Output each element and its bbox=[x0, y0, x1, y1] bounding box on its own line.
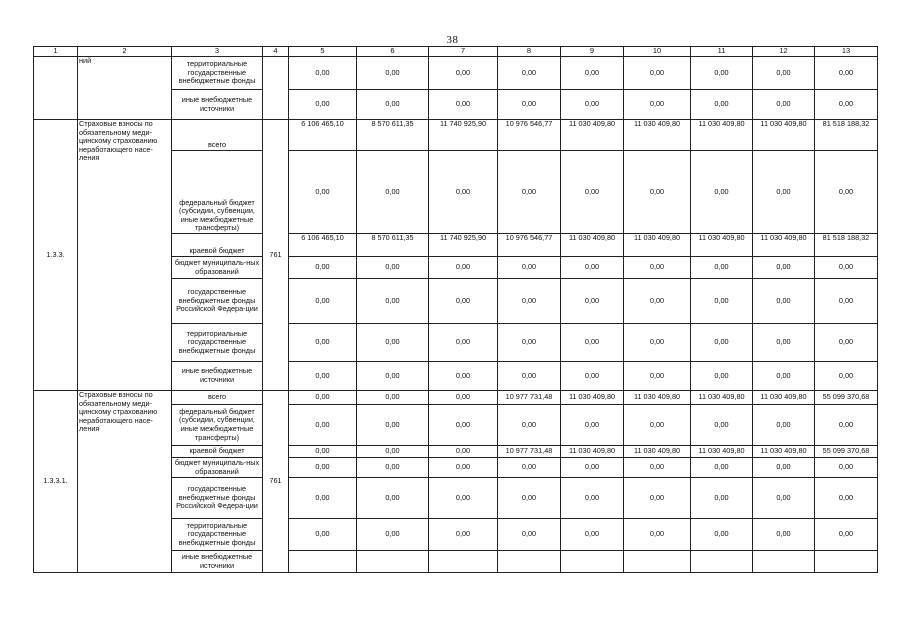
value-cell: 0,00 bbox=[498, 324, 561, 362]
value-cell bbox=[753, 551, 815, 573]
value-cell: 11 030 409,80 bbox=[624, 120, 691, 151]
value-cell: 10 976 546,77 bbox=[498, 120, 561, 151]
value-cell: 0,00 bbox=[624, 57, 691, 90]
value-cell: 0,00 bbox=[498, 279, 561, 324]
value-cell: 11 030 409,80 bbox=[691, 234, 753, 257]
value-cell: 11 030 409,80 bbox=[691, 120, 753, 151]
value-cell: 0,00 bbox=[289, 90, 357, 120]
value-cell: 0,00 bbox=[753, 362, 815, 391]
col-header-7: 7 bbox=[429, 47, 498, 57]
value-cell: 11 030 409,80 bbox=[753, 120, 815, 151]
value-cell: 0,00 bbox=[815, 458, 878, 478]
value-cell: 0,00 bbox=[815, 324, 878, 362]
value-cell: 0,00 bbox=[429, 478, 498, 519]
value-cell: 0,00 bbox=[624, 324, 691, 362]
value-cell: 11 740 925,90 bbox=[429, 234, 498, 257]
value-cell: 0,00 bbox=[357, 279, 429, 324]
value-cell: 8 570 611,35 bbox=[357, 234, 429, 257]
col-header-1: 1 bbox=[34, 47, 78, 57]
source-cell: территориальные государственные внебюджетные фонды bbox=[172, 519, 263, 551]
col-header-10: 10 bbox=[624, 47, 691, 57]
value-cell bbox=[624, 551, 691, 573]
value-cell: 0,00 bbox=[429, 405, 498, 446]
value-cell: 11 030 409,80 bbox=[691, 391, 753, 405]
code-cell bbox=[34, 57, 78, 120]
value-cell: 6 106 465,10 bbox=[289, 120, 357, 151]
value-cell: 0,00 bbox=[561, 362, 624, 391]
value-cell: 0,00 bbox=[429, 257, 498, 279]
value-cell: 0,00 bbox=[357, 391, 429, 405]
grbs-cell: 761 bbox=[263, 120, 289, 391]
col-header-6: 6 bbox=[357, 47, 429, 57]
value-cell bbox=[357, 551, 429, 573]
value-cell: 0,00 bbox=[753, 257, 815, 279]
value-cell: 0,00 bbox=[498, 478, 561, 519]
value-cell: 0,00 bbox=[753, 279, 815, 324]
source-cell: иные внебюджетные источники bbox=[172, 551, 263, 573]
value-cell: 0,00 bbox=[357, 405, 429, 446]
value-cell bbox=[498, 551, 561, 573]
value-cell: 0,00 bbox=[357, 151, 429, 234]
value-cell: 0,00 bbox=[429, 391, 498, 405]
value-cell: 0,00 bbox=[289, 57, 357, 90]
value-cell: 0,00 bbox=[624, 478, 691, 519]
budget-table bbox=[33, 46, 878, 573]
value-cell: 0,00 bbox=[429, 324, 498, 362]
col-header-2: 2 bbox=[78, 47, 172, 57]
code-cell: 1.3.3. bbox=[34, 120, 78, 391]
name-cell: ний bbox=[78, 57, 172, 120]
source-cell: краевой бюджет bbox=[172, 446, 263, 458]
value-cell: 0,00 bbox=[624, 279, 691, 324]
value-cell: 0,00 bbox=[561, 279, 624, 324]
col-header-3: 3 bbox=[172, 47, 263, 57]
value-cell: 0,00 bbox=[429, 362, 498, 391]
value-cell: 0,00 bbox=[815, 362, 878, 391]
source-cell: иные внебюджетные источники bbox=[172, 90, 263, 120]
value-cell: 0,00 bbox=[498, 405, 561, 446]
value-cell: 0,00 bbox=[289, 279, 357, 324]
col-header-4: 4 bbox=[263, 47, 289, 57]
value-cell bbox=[691, 551, 753, 573]
value-cell: 0,00 bbox=[357, 257, 429, 279]
value-cell: 0,00 bbox=[624, 151, 691, 234]
value-cell: 11 030 409,80 bbox=[561, 120, 624, 151]
col-header-11: 11 bbox=[691, 47, 753, 57]
value-cell: 0,00 bbox=[561, 458, 624, 478]
value-cell: 0,00 bbox=[289, 519, 357, 551]
value-cell: 0,00 bbox=[624, 405, 691, 446]
value-cell: 11 030 409,80 bbox=[624, 391, 691, 405]
value-cell: 0,00 bbox=[691, 458, 753, 478]
value-cell: 11 740 925,90 bbox=[429, 120, 498, 151]
col-header-5: 5 bbox=[289, 47, 357, 57]
value-cell: 0,00 bbox=[815, 257, 878, 279]
value-cell: 11 030 409,80 bbox=[753, 234, 815, 257]
table-row bbox=[34, 57, 878, 90]
value-cell: 0,00 bbox=[691, 151, 753, 234]
value-cell: 0,00 bbox=[289, 257, 357, 279]
value-cell: 11 030 409,80 bbox=[624, 234, 691, 257]
value-cell: 0,00 bbox=[357, 324, 429, 362]
table-row bbox=[34, 391, 878, 405]
source-cell: бюджет муниципаль-ных образований bbox=[172, 458, 263, 478]
value-cell: 0,00 bbox=[357, 446, 429, 458]
grbs-cell: 761 bbox=[263, 391, 289, 573]
value-cell: 0,00 bbox=[691, 405, 753, 446]
value-cell: 0,00 bbox=[289, 151, 357, 234]
source-cell: бюджет муниципаль-ных образований bbox=[172, 257, 263, 279]
value-cell: 0,00 bbox=[753, 324, 815, 362]
value-cell: 0,00 bbox=[624, 257, 691, 279]
source-cell: иные внебюджетные источники bbox=[172, 362, 263, 391]
value-cell bbox=[815, 551, 878, 573]
value-cell: 0,00 bbox=[815, 57, 878, 90]
value-cell: 0,00 bbox=[357, 478, 429, 519]
value-cell: 0,00 bbox=[691, 519, 753, 551]
value-cell: 0,00 bbox=[624, 458, 691, 478]
code-cell: 1.3.3.1. bbox=[34, 391, 78, 573]
value-cell: 0,00 bbox=[429, 57, 498, 90]
source-cell: государственные внебюджетные фонды Российской Федера-ции bbox=[172, 478, 263, 519]
value-cell: 0,00 bbox=[691, 362, 753, 391]
page-number: 38 bbox=[446, 34, 459, 46]
value-cell: 0,00 bbox=[561, 90, 624, 120]
value-cell: 0,00 bbox=[561, 478, 624, 519]
source-cell: краевой бюджет bbox=[172, 234, 263, 257]
value-cell: 11 030 409,80 bbox=[753, 446, 815, 458]
source-cell: государственные внебюджетные фонды Российской Федера-ции bbox=[172, 279, 263, 324]
col-header-8: 8 bbox=[498, 47, 561, 57]
value-cell: 0,00 bbox=[624, 362, 691, 391]
value-cell: 10 977 731,48 bbox=[498, 446, 561, 458]
value-cell: 0,00 bbox=[357, 362, 429, 391]
col-header-9: 9 bbox=[561, 47, 624, 57]
value-cell: 11 030 409,80 bbox=[561, 446, 624, 458]
source-cell: федеральный бюджет (субсидии, субвенции, иные межбюджетные трансферты) bbox=[172, 405, 263, 446]
col-header-12: 12 bbox=[753, 47, 815, 57]
value-cell: 0,00 bbox=[289, 478, 357, 519]
value-cell: 0,00 bbox=[429, 519, 498, 551]
value-cell: 0,00 bbox=[753, 90, 815, 120]
value-cell: 0,00 bbox=[561, 257, 624, 279]
source-cell: федеральный бюджет (субсидии, субвенции, иные межбюджетные трансферты) bbox=[172, 151, 263, 234]
value-cell: 0,00 bbox=[753, 478, 815, 519]
value-cell: 0,00 bbox=[498, 458, 561, 478]
value-cell: 0,00 bbox=[753, 405, 815, 446]
value-cell: 0,00 bbox=[691, 57, 753, 90]
value-cell: 81 518 188,32 bbox=[815, 120, 878, 151]
value-cell: 11 030 409,80 bbox=[561, 391, 624, 405]
value-cell: 0,00 bbox=[289, 362, 357, 391]
value-cell: 0,00 bbox=[624, 519, 691, 551]
value-cell: 0,00 bbox=[691, 257, 753, 279]
value-cell: 0,00 bbox=[815, 519, 878, 551]
source-cell: территориальные государственные внебюджетные фонды bbox=[172, 324, 263, 362]
value-cell: 0,00 bbox=[357, 458, 429, 478]
value-cell: 0,00 bbox=[561, 57, 624, 90]
source-cell: территориальные государственные внебюджетные фонды bbox=[172, 57, 263, 90]
value-cell: 0,00 bbox=[561, 151, 624, 234]
value-cell: 0,00 bbox=[289, 391, 357, 405]
name-cell: Страховые взносы по обязательному меди-цинскому страхованию неработающего насе-ления bbox=[78, 391, 172, 573]
value-cell: 0,00 bbox=[498, 151, 561, 234]
source-cell: всего bbox=[172, 120, 263, 151]
value-cell: 0,00 bbox=[815, 478, 878, 519]
value-cell: 11 030 409,80 bbox=[561, 234, 624, 257]
value-cell: 0,00 bbox=[289, 446, 357, 458]
source-cell: всего bbox=[172, 391, 263, 405]
value-cell: 0,00 bbox=[691, 324, 753, 362]
value-cell: 0,00 bbox=[561, 324, 624, 362]
value-cell bbox=[561, 551, 624, 573]
value-cell: 0,00 bbox=[624, 90, 691, 120]
value-cell: 0,00 bbox=[815, 151, 878, 234]
value-cell: 0,00 bbox=[498, 362, 561, 391]
value-cell: 81 518 188,32 bbox=[815, 234, 878, 257]
value-cell: 0,00 bbox=[691, 478, 753, 519]
value-cell: 0,00 bbox=[357, 519, 429, 551]
value-cell: 0,00 bbox=[429, 458, 498, 478]
value-cell: 0,00 bbox=[498, 257, 561, 279]
value-cell: 8 570 611,35 bbox=[357, 120, 429, 151]
col-header-13: 13 bbox=[815, 47, 878, 57]
value-cell: 0,00 bbox=[357, 90, 429, 120]
value-cell: 0,00 bbox=[289, 405, 357, 446]
value-cell: 11 030 409,80 bbox=[624, 446, 691, 458]
value-cell: 6 106 465,10 bbox=[289, 234, 357, 257]
name-cell: Страховые взносы по обязательному меди-цинскому страхованию неработающего насе-ления bbox=[78, 120, 172, 391]
value-cell: 0,00 bbox=[815, 90, 878, 120]
value-cell: 0,00 bbox=[429, 151, 498, 234]
value-cell: 0,00 bbox=[753, 57, 815, 90]
value-cell: 0,00 bbox=[289, 458, 357, 478]
value-cell: 0,00 bbox=[429, 446, 498, 458]
value-cell: 11 030 409,80 bbox=[753, 391, 815, 405]
value-cell: 0,00 bbox=[815, 405, 878, 446]
value-cell: 0,00 bbox=[753, 151, 815, 234]
value-cell: 0,00 bbox=[753, 519, 815, 551]
value-cell: 0,00 bbox=[691, 90, 753, 120]
value-cell: 0,00 bbox=[498, 90, 561, 120]
value-cell: 0,00 bbox=[815, 279, 878, 324]
value-cell: 0,00 bbox=[561, 405, 624, 446]
value-cell: 55 099 370,68 bbox=[815, 446, 878, 458]
table-row bbox=[34, 120, 878, 151]
value-cell: 0,00 bbox=[429, 279, 498, 324]
value-cell: 0,00 bbox=[357, 57, 429, 90]
value-cell: 0,00 bbox=[691, 279, 753, 324]
value-cell: 0,00 bbox=[498, 57, 561, 90]
value-cell: 10 977 731,48 bbox=[498, 391, 561, 405]
value-cell: 0,00 bbox=[289, 324, 357, 362]
value-cell: 0,00 bbox=[498, 519, 561, 551]
header-row bbox=[34, 47, 878, 57]
grbs-cell bbox=[263, 57, 289, 120]
value-cell: 0,00 bbox=[429, 90, 498, 120]
value-cell: 55 099 370,68 bbox=[815, 391, 878, 405]
value-cell bbox=[289, 551, 357, 573]
value-cell bbox=[429, 551, 498, 573]
value-cell: 0,00 bbox=[561, 519, 624, 551]
value-cell: 10 976 546,77 bbox=[498, 234, 561, 257]
value-cell: 11 030 409,80 bbox=[691, 446, 753, 458]
value-cell: 0,00 bbox=[753, 458, 815, 478]
